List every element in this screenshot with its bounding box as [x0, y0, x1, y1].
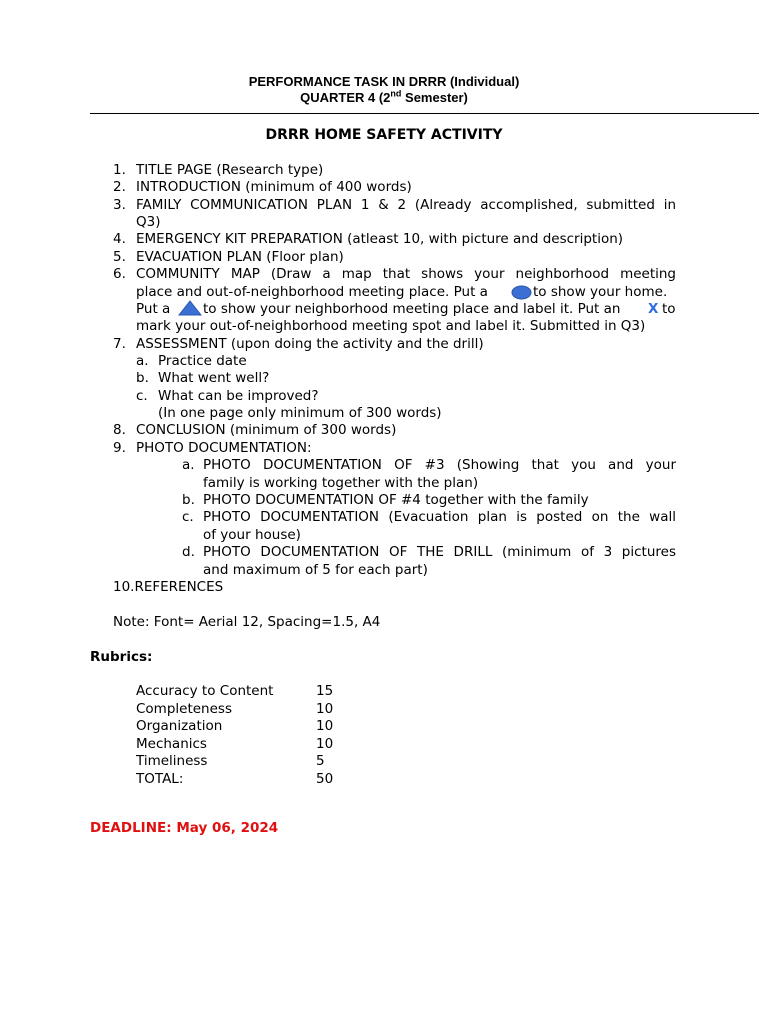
x-mark-icon: X — [648, 301, 659, 317]
item-6-text-line-2a: place and out-of-neighborhood meeting place. Put a — [136, 284, 488, 300]
item-5-number: 5. — [113, 249, 126, 265]
deadline: DEADLINE: May 06, 2024 — [90, 820, 279, 836]
item-6-number: 6. — [113, 266, 126, 282]
rubric-criterion: Mechanics — [136, 735, 207, 752]
rubric-criterion: TOTAL: — [136, 770, 184, 787]
item-9a-text-line-2: family is working together with the plan) — [203, 475, 479, 491]
item-8-number: 8. — [113, 422, 126, 438]
item-6-text-line-3b: to show your neighborhood meeting place and label it. Put an — [203, 301, 621, 317]
item-7c-note: (In one page only minimum of 300 words) — [158, 405, 442, 421]
rubrics-heading: Rubrics: — [90, 649, 153, 665]
item-3-text-line-1: FAMILY COMMUNICATION PLAN 1 & 2 (Already accomplished, submitted in — [136, 197, 676, 213]
item-3-text-line-2: Q3) — [136, 214, 161, 230]
item-6-text-line-2b: to show your home. — [533, 284, 668, 300]
item-9b-letter: b. — [182, 492, 195, 508]
rubric-criterion: Completeness — [136, 700, 232, 717]
header-line-2: QUARTER 4 (2nd Semester) — [300, 88, 468, 105]
item-5-text: EVACUATION PLAN (Floor plan) — [136, 249, 344, 265]
rubric-points: 10 — [316, 718, 334, 734]
item-2-number: 2. — [113, 179, 126, 195]
item-4-text: EMERGENCY KIT PREPARATION (atleast 10, with picture and description) — [136, 231, 624, 247]
item-9d-text-line-2: and maximum of 5 for each part) — [203, 562, 428, 578]
header-line-1: PERFORMANCE TASK IN DRRR (Individual) — [248, 74, 520, 89]
item-7c-letter: c. — [136, 388, 148, 404]
rubric-points: 15 — [316, 683, 334, 699]
item-7b-letter: b. — [136, 370, 149, 386]
format-note: Note: Font= Aerial 12, Spacing=1.5, A4 — [113, 614, 381, 630]
item-10-text: 10.REFERENCES — [113, 579, 224, 595]
item-1-number: 1. — [113, 162, 126, 178]
item-9-text: PHOTO DOCUMENTATION: — [136, 440, 312, 456]
item-9a-text-line-1: PHOTO DOCUMENTATION OF #3 (Showing that you and your — [203, 457, 676, 473]
item-2-text: INTRODUCTION (minimum of 400 words) — [136, 179, 412, 195]
item-7a-text: Practice date — [158, 353, 247, 369]
item-7-text: ASSESSMENT (upon doing the activity and the drill) — [136, 336, 484, 352]
rubric-criterion: Timeliness — [136, 753, 208, 769]
item-6-text-line-3a: Put a — [136, 301, 171, 317]
item-4-number: 4. — [113, 231, 126, 247]
item-7c-text: What can be improved? — [158, 388, 319, 404]
item-7b-text: What went well? — [158, 370, 270, 386]
item-9c-text-line-1: PHOTO DOCUMENTATION (Evacuation plan is posted on the wall — [203, 509, 676, 525]
rubric-criterion: Organization — [136, 718, 223, 734]
item-9c-letter: c. — [182, 509, 194, 525]
rubric-points: 10 — [316, 735, 334, 752]
item-6-text-line-3c: to — [662, 301, 676, 317]
page-title: DRRR HOME SAFETY ACTIVITY — [265, 127, 503, 143]
rubric-points: 50 — [316, 770, 334, 787]
item-7-number: 7. — [113, 336, 126, 352]
item-6-text-line-4: mark your out-of-neighborhood meeting spot and label it. Submitted in Q3) — [136, 318, 646, 334]
item-9d-letter: d. — [182, 544, 195, 560]
rubric-points: 5 — [316, 753, 325, 769]
item-9d-text-line-1: PHOTO DOCUMENTATION OF THE DRILL (minimum of 3 pictures — [203, 544, 676, 560]
item-7a-letter: a. — [136, 353, 149, 369]
item-1-text: TITLE PAGE (Research type) — [136, 162, 324, 178]
item-9-number: 9. — [113, 440, 126, 456]
item-9c-text-line-2: of your house) — [203, 527, 301, 543]
item-9b-text: PHOTO DOCUMENTATION OF #4 together with the family — [203, 492, 589, 508]
item-3-number: 3. — [113, 197, 126, 213]
rubric-points: 10 — [316, 700, 334, 717]
rubric-criterion: Accuracy to Content — [136, 683, 274, 699]
meeting-place-triangle-icon — [178, 300, 202, 319]
header-rule — [90, 113, 759, 114]
item-9a-letter: a. — [182, 457, 195, 473]
item-6-text-line-1: COMMUNITY MAP (Draw a map that shows your neighborhood meeting — [136, 266, 676, 282]
item-8-text: CONCLUSION (minimum of 300 words) — [136, 422, 397, 438]
